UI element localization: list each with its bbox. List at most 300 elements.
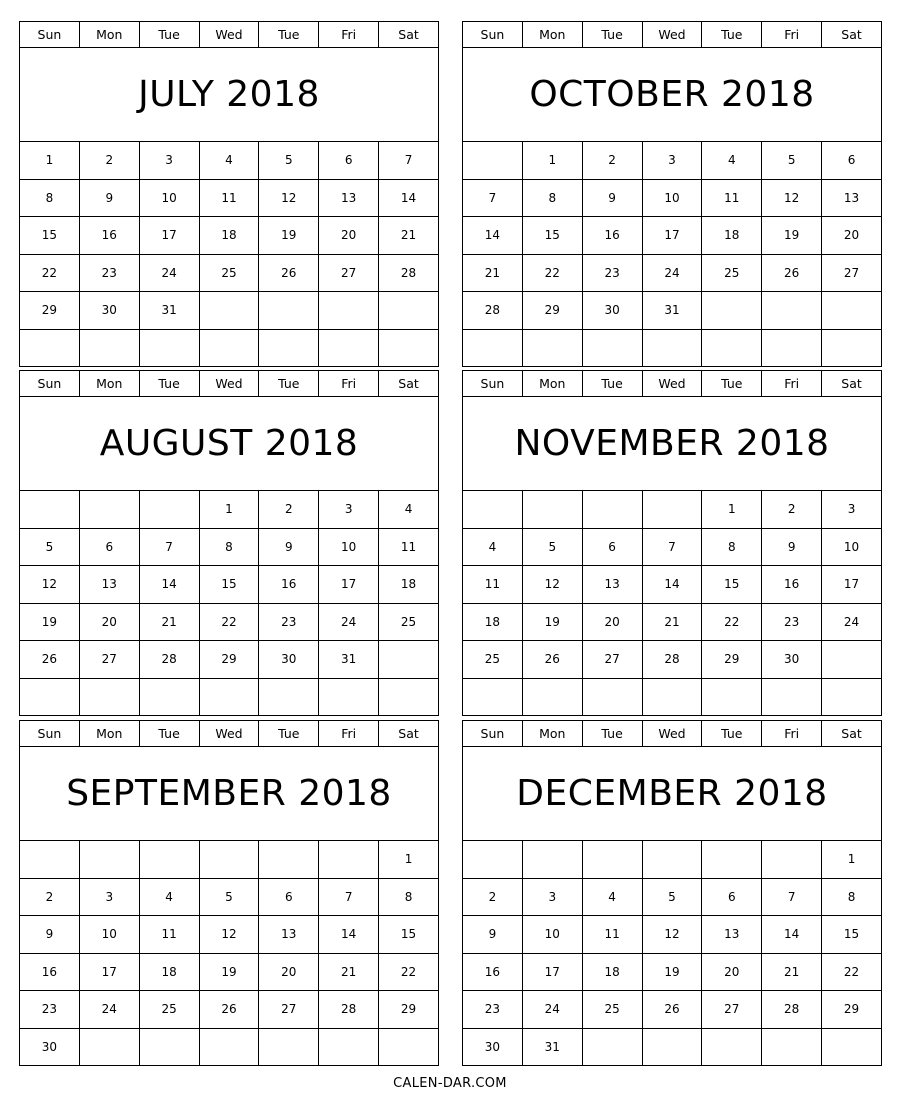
day-cell: 2 — [20, 878, 80, 916]
weekday-label: Tue — [139, 22, 199, 48]
day-cell: 24 — [522, 991, 582, 1029]
weekday-label: Fri — [319, 22, 379, 48]
weekday-label: Mon — [79, 371, 139, 397]
day-cell — [463, 491, 523, 529]
day-cell: 6 — [582, 528, 642, 566]
day-cell: 8 — [20, 179, 80, 217]
week-row — [20, 878, 439, 916]
day-cell: 4 — [582, 878, 642, 916]
day-cell: 25 — [582, 991, 642, 1029]
day-cell — [463, 329, 523, 367]
day-cell — [762, 1028, 822, 1066]
day-cell: 6 — [319, 142, 379, 180]
day-cell — [259, 841, 319, 879]
day-cell — [139, 1028, 199, 1066]
weekday-label: Tue — [139, 721, 199, 747]
day-cell: 6 — [822, 142, 882, 180]
day-cell: 9 — [762, 528, 822, 566]
weekday-label: Fri — [319, 371, 379, 397]
day-cell — [259, 678, 319, 716]
day-cell: 7 — [319, 878, 379, 916]
day-cell: 16 — [79, 217, 139, 255]
day-cell — [379, 641, 439, 679]
week-row — [20, 142, 439, 180]
day-cell: 18 — [582, 953, 642, 991]
weekday-header-row — [20, 22, 439, 48]
day-cell: 25 — [199, 254, 259, 292]
day-cell — [702, 292, 762, 330]
day-cell: 8 — [522, 179, 582, 217]
month-title: DECEMBER 2018 — [463, 747, 882, 841]
day-cell: 27 — [259, 991, 319, 1029]
weekday-label: Sun — [463, 371, 523, 397]
day-cell — [582, 491, 642, 529]
day-cell: 27 — [702, 991, 762, 1029]
day-cell: 8 — [199, 528, 259, 566]
week-row — [20, 528, 439, 566]
day-cell: 9 — [20, 916, 80, 954]
day-cell: 28 — [379, 254, 439, 292]
day-cell — [259, 329, 319, 367]
day-cell: 15 — [702, 566, 762, 604]
day-cell: 17 — [822, 566, 882, 604]
month-calendar — [462, 370, 882, 720]
day-cell: 14 — [379, 179, 439, 217]
day-cell — [582, 678, 642, 716]
day-cell: 31 — [522, 1028, 582, 1066]
day-cell: 23 — [79, 254, 139, 292]
day-cell — [79, 1028, 139, 1066]
day-cell: 11 — [379, 528, 439, 566]
weekday-header-row — [20, 721, 439, 747]
day-cell: 10 — [319, 528, 379, 566]
day-cell: 21 — [642, 603, 702, 641]
weekday-label: Tue — [702, 371, 762, 397]
week-row — [20, 841, 439, 879]
week-row — [20, 916, 439, 954]
weekday-label: Tue — [702, 22, 762, 48]
week-row — [463, 142, 882, 180]
day-cell: 16 — [762, 566, 822, 604]
day-cell — [463, 142, 523, 180]
weekday-label: Sat — [379, 22, 439, 48]
day-cell: 29 — [199, 641, 259, 679]
day-cell: 7 — [762, 878, 822, 916]
weekday-header-row — [463, 721, 882, 747]
day-cell: 1 — [822, 841, 882, 879]
day-cell: 29 — [822, 991, 882, 1029]
day-cell: 13 — [702, 916, 762, 954]
weekday-label: Tue — [582, 22, 642, 48]
day-cell: 28 — [762, 991, 822, 1029]
month-calendar — [462, 720, 882, 1070]
day-cell: 22 — [522, 254, 582, 292]
day-cell: 9 — [79, 179, 139, 217]
day-cell — [199, 329, 259, 367]
day-cell — [79, 678, 139, 716]
day-cell: 26 — [199, 991, 259, 1029]
day-cell: 18 — [139, 953, 199, 991]
day-cell: 19 — [642, 953, 702, 991]
week-row — [463, 292, 882, 330]
day-cell: 15 — [379, 916, 439, 954]
day-cell — [522, 678, 582, 716]
day-cell: 8 — [822, 878, 882, 916]
week-row — [463, 678, 882, 716]
day-cell: 4 — [139, 878, 199, 916]
day-cell — [319, 329, 379, 367]
day-cell — [139, 491, 199, 529]
week-row — [463, 841, 882, 879]
day-cell: 22 — [20, 254, 80, 292]
day-cell — [463, 678, 523, 716]
day-cell: 23 — [762, 603, 822, 641]
day-cell — [822, 329, 882, 367]
month-title-row — [463, 397, 882, 491]
day-cell: 24 — [319, 603, 379, 641]
day-cell: 29 — [379, 991, 439, 1029]
day-cell: 19 — [199, 953, 259, 991]
month-calendar — [19, 21, 439, 371]
day-cell: 24 — [822, 603, 882, 641]
day-cell: 7 — [463, 179, 523, 217]
day-cell — [702, 841, 762, 879]
day-cell: 11 — [463, 566, 523, 604]
week-row — [20, 179, 439, 217]
day-cell: 30 — [762, 641, 822, 679]
day-cell: 6 — [79, 528, 139, 566]
day-cell — [139, 678, 199, 716]
week-row — [463, 491, 882, 529]
day-cell: 26 — [762, 254, 822, 292]
weekday-label: Mon — [522, 22, 582, 48]
day-cell: 14 — [762, 916, 822, 954]
day-cell: 2 — [259, 491, 319, 529]
day-cell: 30 — [463, 1028, 523, 1066]
day-cell: 9 — [463, 916, 523, 954]
day-cell: 8 — [379, 878, 439, 916]
day-cell: 3 — [79, 878, 139, 916]
weekday-label: Sat — [822, 371, 882, 397]
month-title: NOVEMBER 2018 — [463, 397, 882, 491]
day-cell: 10 — [79, 916, 139, 954]
day-cell: 1 — [199, 491, 259, 529]
day-cell: 22 — [702, 603, 762, 641]
day-cell — [822, 292, 882, 330]
day-cell: 17 — [522, 953, 582, 991]
month-table — [462, 370, 882, 716]
day-cell: 26 — [20, 641, 80, 679]
day-cell — [822, 1028, 882, 1066]
weekday-label: Wed — [642, 371, 702, 397]
day-cell: 13 — [582, 566, 642, 604]
day-cell — [79, 491, 139, 529]
week-row — [463, 329, 882, 367]
week-row — [20, 329, 439, 367]
month-calendar — [19, 720, 439, 1070]
month-title-row — [20, 747, 439, 841]
day-cell: 19 — [259, 217, 319, 255]
month-table — [19, 720, 439, 1066]
weekday-header-row — [20, 371, 439, 397]
week-row — [20, 566, 439, 604]
day-cell: 25 — [702, 254, 762, 292]
day-cell — [79, 841, 139, 879]
day-cell: 3 — [319, 491, 379, 529]
day-cell: 6 — [702, 878, 762, 916]
day-cell: 17 — [139, 217, 199, 255]
day-cell: 20 — [702, 953, 762, 991]
day-cell — [199, 841, 259, 879]
month-table — [19, 370, 439, 716]
weekday-label: Sat — [379, 721, 439, 747]
day-cell — [259, 1028, 319, 1066]
weekday-label: Tue — [702, 721, 762, 747]
day-cell: 31 — [319, 641, 379, 679]
month-title-row — [463, 48, 882, 142]
day-cell: 21 — [379, 217, 439, 255]
day-cell: 20 — [582, 603, 642, 641]
day-cell: 7 — [642, 528, 702, 566]
week-row — [463, 179, 882, 217]
day-cell: 5 — [259, 142, 319, 180]
day-cell: 9 — [259, 528, 319, 566]
day-cell: 30 — [259, 641, 319, 679]
day-cell: 12 — [199, 916, 259, 954]
weekday-label: Sun — [463, 22, 523, 48]
month-table — [19, 21, 439, 367]
day-cell — [762, 678, 822, 716]
day-cell: 19 — [762, 217, 822, 255]
week-row — [463, 566, 882, 604]
month-table — [462, 720, 882, 1066]
day-cell: 22 — [379, 953, 439, 991]
day-cell: 15 — [522, 217, 582, 255]
day-cell: 23 — [463, 991, 523, 1029]
day-cell: 16 — [463, 953, 523, 991]
day-cell: 5 — [522, 528, 582, 566]
day-cell: 25 — [139, 991, 199, 1029]
day-cell: 2 — [762, 491, 822, 529]
weekday-label: Tue — [139, 371, 199, 397]
day-cell: 30 — [79, 292, 139, 330]
week-row — [463, 878, 882, 916]
day-cell: 16 — [582, 217, 642, 255]
week-row — [20, 292, 439, 330]
day-cell — [199, 292, 259, 330]
day-cell — [762, 292, 822, 330]
day-cell: 29 — [702, 641, 762, 679]
weekday-label: Mon — [522, 371, 582, 397]
day-cell: 16 — [259, 566, 319, 604]
day-cell: 11 — [139, 916, 199, 954]
weekday-label: Fri — [762, 721, 822, 747]
day-cell: 29 — [522, 292, 582, 330]
day-cell — [139, 329, 199, 367]
day-cell — [522, 329, 582, 367]
day-cell: 27 — [319, 254, 379, 292]
day-cell: 21 — [463, 254, 523, 292]
day-cell: 11 — [199, 179, 259, 217]
weekday-label: Wed — [199, 22, 259, 48]
day-cell — [463, 841, 523, 879]
day-cell: 7 — [139, 528, 199, 566]
week-row — [463, 1028, 882, 1066]
day-cell — [582, 841, 642, 879]
day-cell: 12 — [259, 179, 319, 217]
weekday-label: Wed — [199, 721, 259, 747]
weekday-label: Tue — [259, 22, 319, 48]
day-cell — [20, 329, 80, 367]
day-cell — [79, 329, 139, 367]
day-cell — [522, 841, 582, 879]
day-cell: 5 — [762, 142, 822, 180]
day-cell: 26 — [259, 254, 319, 292]
weekday-label: Sun — [20, 371, 80, 397]
weekday-header-row — [463, 22, 882, 48]
weekday-label: Wed — [199, 371, 259, 397]
day-cell: 17 — [79, 953, 139, 991]
week-row — [463, 991, 882, 1029]
day-cell: 14 — [319, 916, 379, 954]
day-cell: 14 — [463, 217, 523, 255]
weekday-label: Sun — [463, 721, 523, 747]
day-cell: 27 — [79, 641, 139, 679]
weekday-label: Sat — [379, 371, 439, 397]
weekday-label: Mon — [79, 22, 139, 48]
day-cell: 25 — [463, 641, 523, 679]
day-cell — [762, 329, 822, 367]
day-cell: 27 — [822, 254, 882, 292]
day-cell: 27 — [582, 641, 642, 679]
day-cell: 10 — [822, 528, 882, 566]
day-cell — [702, 1028, 762, 1066]
week-row — [463, 217, 882, 255]
day-cell: 28 — [319, 991, 379, 1029]
day-cell: 3 — [822, 491, 882, 529]
day-cell: 16 — [20, 953, 80, 991]
day-cell — [642, 491, 702, 529]
day-cell — [582, 1028, 642, 1066]
day-cell — [379, 329, 439, 367]
month-title-row — [463, 747, 882, 841]
day-cell: 10 — [139, 179, 199, 217]
day-cell: 20 — [319, 217, 379, 255]
week-row — [20, 953, 439, 991]
day-cell: 20 — [259, 953, 319, 991]
weekday-header-row — [463, 371, 882, 397]
day-cell — [379, 1028, 439, 1066]
day-cell: 21 — [139, 603, 199, 641]
day-cell — [522, 491, 582, 529]
day-cell: 2 — [79, 142, 139, 180]
day-cell: 28 — [139, 641, 199, 679]
day-cell — [319, 678, 379, 716]
week-row — [20, 678, 439, 716]
day-cell: 24 — [79, 991, 139, 1029]
month-calendar — [462, 21, 882, 371]
day-cell: 14 — [642, 566, 702, 604]
day-cell: 19 — [20, 603, 80, 641]
weekday-label: Mon — [79, 721, 139, 747]
day-cell: 18 — [702, 217, 762, 255]
day-cell: 18 — [379, 566, 439, 604]
day-cell: 19 — [522, 603, 582, 641]
day-cell: 23 — [259, 603, 319, 641]
day-cell: 8 — [702, 528, 762, 566]
weekday-label: Fri — [762, 22, 822, 48]
day-cell — [199, 1028, 259, 1066]
day-cell: 11 — [702, 179, 762, 217]
day-cell: 1 — [522, 142, 582, 180]
day-cell — [642, 841, 702, 879]
day-cell — [702, 678, 762, 716]
weekday-label: Fri — [319, 721, 379, 747]
day-cell: 12 — [762, 179, 822, 217]
weekday-label: Tue — [259, 371, 319, 397]
day-cell: 21 — [762, 953, 822, 991]
day-cell: 15 — [822, 916, 882, 954]
month-title: JULY 2018 — [20, 48, 439, 142]
day-cell — [259, 292, 319, 330]
day-cell: 7 — [379, 142, 439, 180]
day-cell — [199, 678, 259, 716]
day-cell: 18 — [199, 217, 259, 255]
day-cell — [20, 678, 80, 716]
day-cell — [319, 292, 379, 330]
day-cell: 12 — [522, 566, 582, 604]
day-cell: 31 — [139, 292, 199, 330]
week-row — [20, 217, 439, 255]
day-cell: 3 — [139, 142, 199, 180]
weekday-label: Sun — [20, 721, 80, 747]
day-cell: 4 — [379, 491, 439, 529]
day-cell: 13 — [79, 566, 139, 604]
day-cell: 2 — [463, 878, 523, 916]
day-cell: 28 — [642, 641, 702, 679]
day-cell — [642, 1028, 702, 1066]
weekday-label: Sat — [822, 721, 882, 747]
day-cell: 13 — [822, 179, 882, 217]
day-cell: 18 — [463, 603, 523, 641]
day-cell: 5 — [199, 878, 259, 916]
day-cell — [642, 329, 702, 367]
month-title-row — [20, 48, 439, 142]
day-cell — [20, 841, 80, 879]
weekday-label: Mon — [522, 721, 582, 747]
week-row — [20, 491, 439, 529]
week-row — [20, 1028, 439, 1066]
weekday-label: Wed — [642, 22, 702, 48]
day-cell — [20, 491, 80, 529]
day-cell: 20 — [822, 217, 882, 255]
day-cell — [379, 292, 439, 330]
day-cell: 5 — [20, 528, 80, 566]
day-cell: 10 — [522, 916, 582, 954]
day-cell: 2 — [582, 142, 642, 180]
day-cell — [582, 329, 642, 367]
day-cell: 11 — [582, 916, 642, 954]
day-cell: 1 — [702, 491, 762, 529]
day-cell: 9 — [582, 179, 642, 217]
day-cell: 4 — [463, 528, 523, 566]
day-cell: 15 — [20, 217, 80, 255]
day-cell — [642, 678, 702, 716]
day-cell: 6 — [259, 878, 319, 916]
week-row — [20, 254, 439, 292]
month-title: AUGUST 2018 — [20, 397, 439, 491]
day-cell: 12 — [642, 916, 702, 954]
